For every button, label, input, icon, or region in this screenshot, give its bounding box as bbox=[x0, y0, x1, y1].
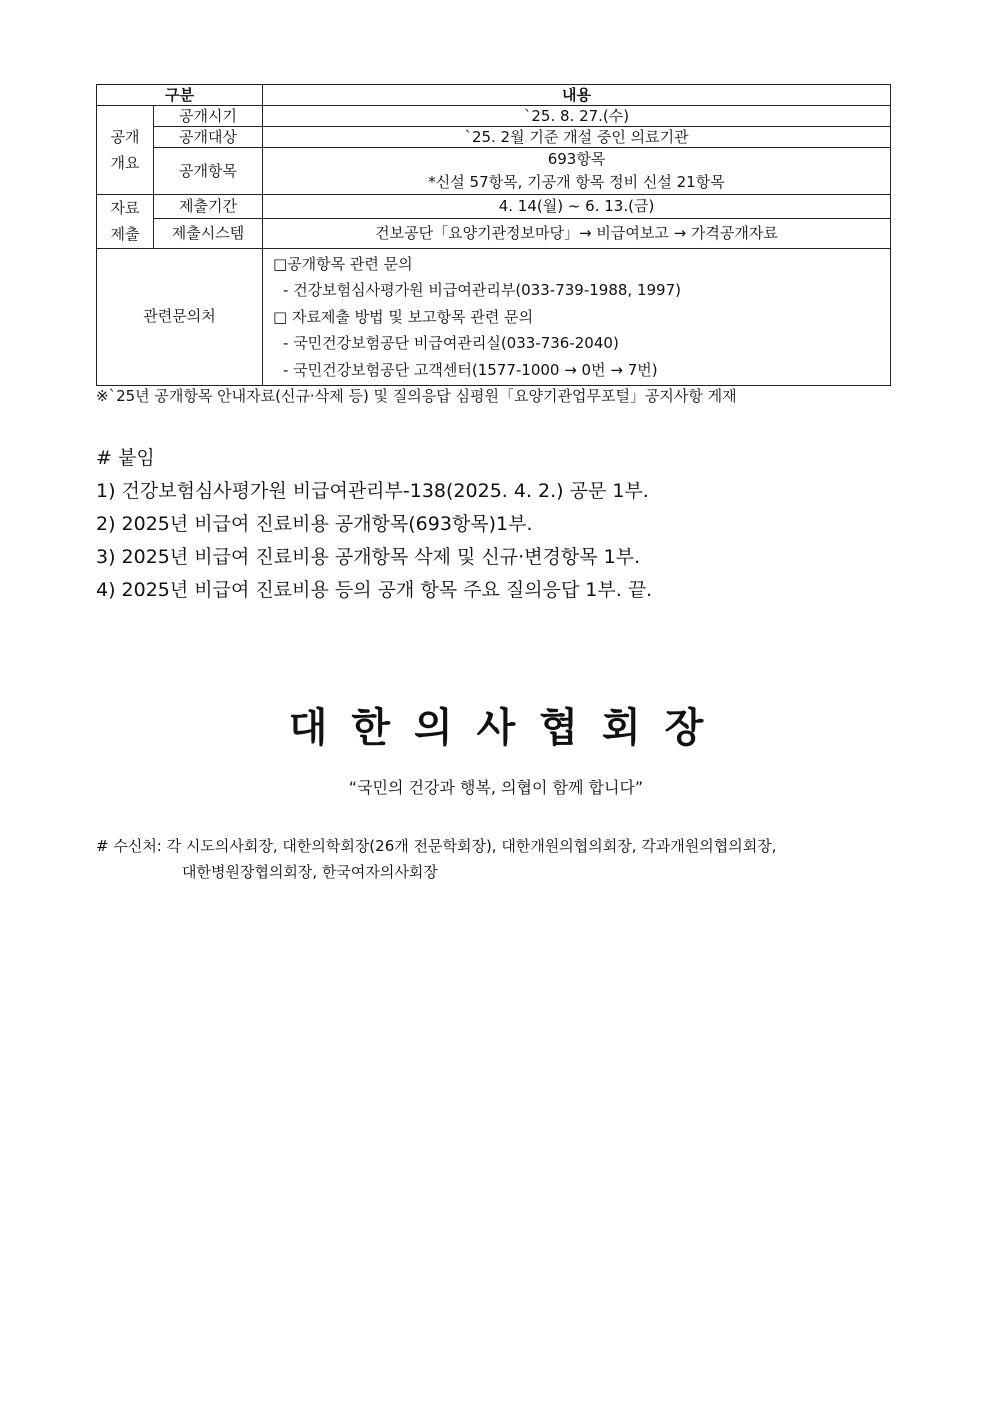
recipients-line: # 수신처: 각 시도의사회장, 대한의학회장(26개 전문학회장), 대한개원의협의회장, 각과개원의협의회장, bbox=[96, 837, 777, 855]
recipients-line: 대한병원장협의회장, 한국여자의사회장 bbox=[182, 863, 438, 881]
group-label-disclosure bbox=[97, 106, 154, 195]
row-value-contact bbox=[263, 248, 891, 386]
row-label-target: 공개대상 bbox=[154, 127, 263, 148]
group-label-submission bbox=[97, 195, 154, 249]
attachments-list bbox=[96, 476, 652, 608]
table-row bbox=[97, 195, 891, 219]
attachment-item: 1) 건강보험심사평가원 비급여관리부-138(2025. 4. 2.) 공문 1부. bbox=[96, 480, 649, 502]
attachments-title: # 붙임 bbox=[96, 447, 155, 469]
row-label-system: 제출시스템 bbox=[154, 219, 263, 248]
contact-line: - 국민건강보험공단 비급여관리실(033-736-2040) bbox=[283, 334, 619, 352]
row-label-contact: 관련문의처 bbox=[97, 248, 263, 386]
attachment-item: 2) 2025년 비급여 진료비용 공개항목(693항목)1부. bbox=[96, 513, 533, 535]
row-label-items: 공개항목 bbox=[154, 148, 263, 195]
row-value-system: 건보공단「요양기관정보마당」→ 비급여보고 → 가격공개자료 bbox=[263, 219, 891, 248]
header-category: 구분 bbox=[97, 85, 263, 106]
attachment-item: 4) 2025년 비급여 진료비용 등의 공개 항목 주요 질의응답 1부. 끝. bbox=[96, 579, 653, 601]
row-value-period: `25. 8. 27.(수) bbox=[263, 106, 891, 127]
table-row bbox=[97, 127, 891, 148]
row-label-period: 공개시기 bbox=[154, 106, 263, 127]
disclosure-info-table bbox=[96, 84, 891, 386]
table-row bbox=[97, 148, 891, 195]
contact-line: - 건강보험심사평가원 비급여관리부(033-739-1988, 1997) bbox=[283, 281, 681, 299]
contact-line: □ 자료제출 방법 및 보고항목 관련 문의 bbox=[273, 307, 534, 326]
slogan: “국민의 건강과 행복, 의협이 함께 합니다” bbox=[348, 778, 644, 797]
items-detail: *신설 57항목, 기공개 항목 정비 신설 21항목 bbox=[428, 173, 725, 191]
row-value-items bbox=[263, 148, 891, 195]
table-row bbox=[97, 248, 891, 386]
table-header-row bbox=[97, 85, 891, 106]
table-row bbox=[97, 106, 891, 127]
contact-line: - 국민건강보험공단 고객센터(1577-1000 → 0번 → 7번) bbox=[283, 360, 658, 379]
group-label-text: 공개 개요 bbox=[110, 127, 140, 172]
header-content: 내용 bbox=[263, 85, 891, 106]
attachment-item: 3) 2025년 비급여 진료비용 공개항목 삭제 및 신규·변경항목 1부. bbox=[96, 546, 641, 568]
table-row bbox=[97, 219, 891, 248]
group-label-text: 자료 제출 bbox=[110, 199, 140, 244]
row-value-deadline: 4. 14(월) ~ 6. 13.(금) bbox=[263, 195, 891, 219]
table-footnote: ※`25년 공개항목 안내자료(신규·삭제 등) 및 질의응답 심평원「요양기관업무포털」공지사항 게재 bbox=[96, 387, 737, 405]
contact-line: □공개항목 관련 문의 bbox=[273, 254, 413, 273]
recipients bbox=[96, 833, 776, 885]
row-value-target: `25. 2월 기준 개설 중인 의료기관 bbox=[263, 127, 891, 148]
sender-organization: 대한의사협회장 bbox=[288, 705, 728, 751]
items-count: 693항목 bbox=[547, 150, 606, 168]
row-label-deadline: 제출기간 bbox=[154, 195, 263, 219]
